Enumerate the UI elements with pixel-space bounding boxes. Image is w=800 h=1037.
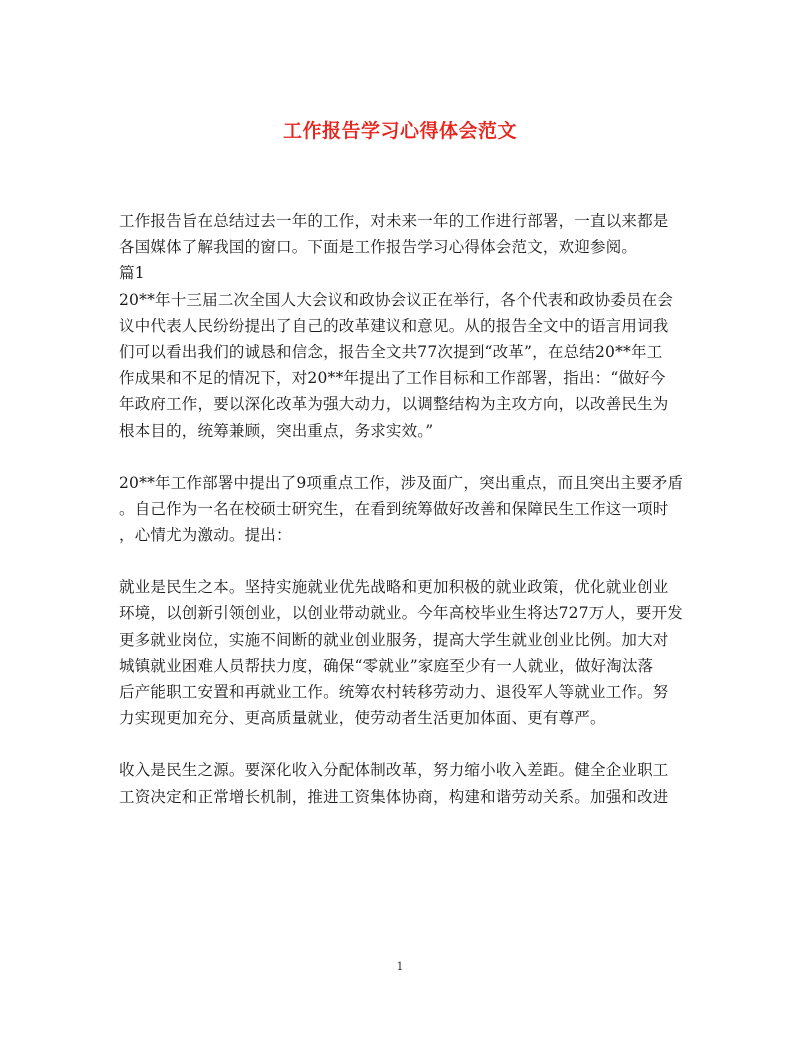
text-line: 城镇就业困难人员帮扶力度，确保“零就业”家庭至少有一人就业，做好淘汰落 bbox=[119, 656, 654, 675]
text-line: 。自己作为一名在校硕士研究生，在看到统筹做好改善和保障民生工作这一项时 bbox=[119, 499, 669, 518]
document-title: 工作报告学习心得体会范文 bbox=[282, 120, 517, 142]
paragraph-gap bbox=[119, 731, 685, 757]
text-line: 环境，以创新引领创业，以创业带动就业。今年高校毕业生将达727万人，要开发 bbox=[119, 604, 683, 623]
text-line: 工作报告旨在总结过去一年的工作，对未来一年的工作进行部署，一直以来都是 bbox=[119, 212, 669, 230]
text-line: 工资决定和正常增长机制，推进工资集体协商，构建和谐劳动关系。加强和改进 bbox=[119, 787, 669, 806]
text-line: 们可以看出我们的诚恳和信念，报告全文共77次提到“改革”，在总结20**年工 bbox=[119, 342, 663, 361]
document-body bbox=[119, 208, 685, 810]
page-number: 1 bbox=[396, 960, 404, 973]
text-line: 年政府工作，要以深化改革为强大动力，以调整结构为主攻方向，以改善民生为 bbox=[119, 395, 669, 414]
text-line: 根本目的，统筹兼顾，突出重点，务求实效。” bbox=[119, 421, 434, 440]
text-line: 力实现更加充分、更高质量就业，使劳动者生活更加体面、更有尊严。 bbox=[119, 709, 606, 728]
text-line: 更多就业岗位，实施不间断的就业创业服务，提高大学生就业创业比例。加大对 bbox=[119, 630, 669, 649]
text-line: 作成果和不足的情况下，对20**年提出了工作目标和工作部署，指出：“做好今 bbox=[119, 369, 666, 388]
paragraph-gap bbox=[119, 444, 685, 470]
text-line: 议中代表人民纷纷提出了自己的改革建议和意见。从的报告全文中的语言用词我 bbox=[119, 316, 669, 335]
text-line: 就业是民生之本。坚持实施就业优先战略和更加积极的就业政策，优化就业创业 bbox=[119, 578, 669, 597]
text-line: 后产能职工安置和再就业工作。统筹农村转移劳动力、退役军人等就业工作。努 bbox=[119, 683, 669, 701]
text-line: 各国媒体了解我国的窗口。下面是工作报告学习心得体会范文，欢迎参阅。 bbox=[119, 238, 638, 257]
text-line: 收入是民生之源。要深化收入分配体制改革，努力缩小收入差距。健全企业职工 bbox=[119, 761, 669, 780]
text-line: ，心情尤为激动。提出： bbox=[119, 526, 292, 545]
text-line: 20**年十三届二次全国人大会议和政协会议正在举行，各个代表和政协委员在会 bbox=[119, 290, 674, 309]
text-line: 20**年工作部署中提出了9项重点工作，涉及面广，突出重点，而且突出主要矛盾 bbox=[119, 473, 684, 492]
paragraph-gap bbox=[119, 548, 685, 574]
section-heading: 篇1 bbox=[119, 264, 145, 283]
